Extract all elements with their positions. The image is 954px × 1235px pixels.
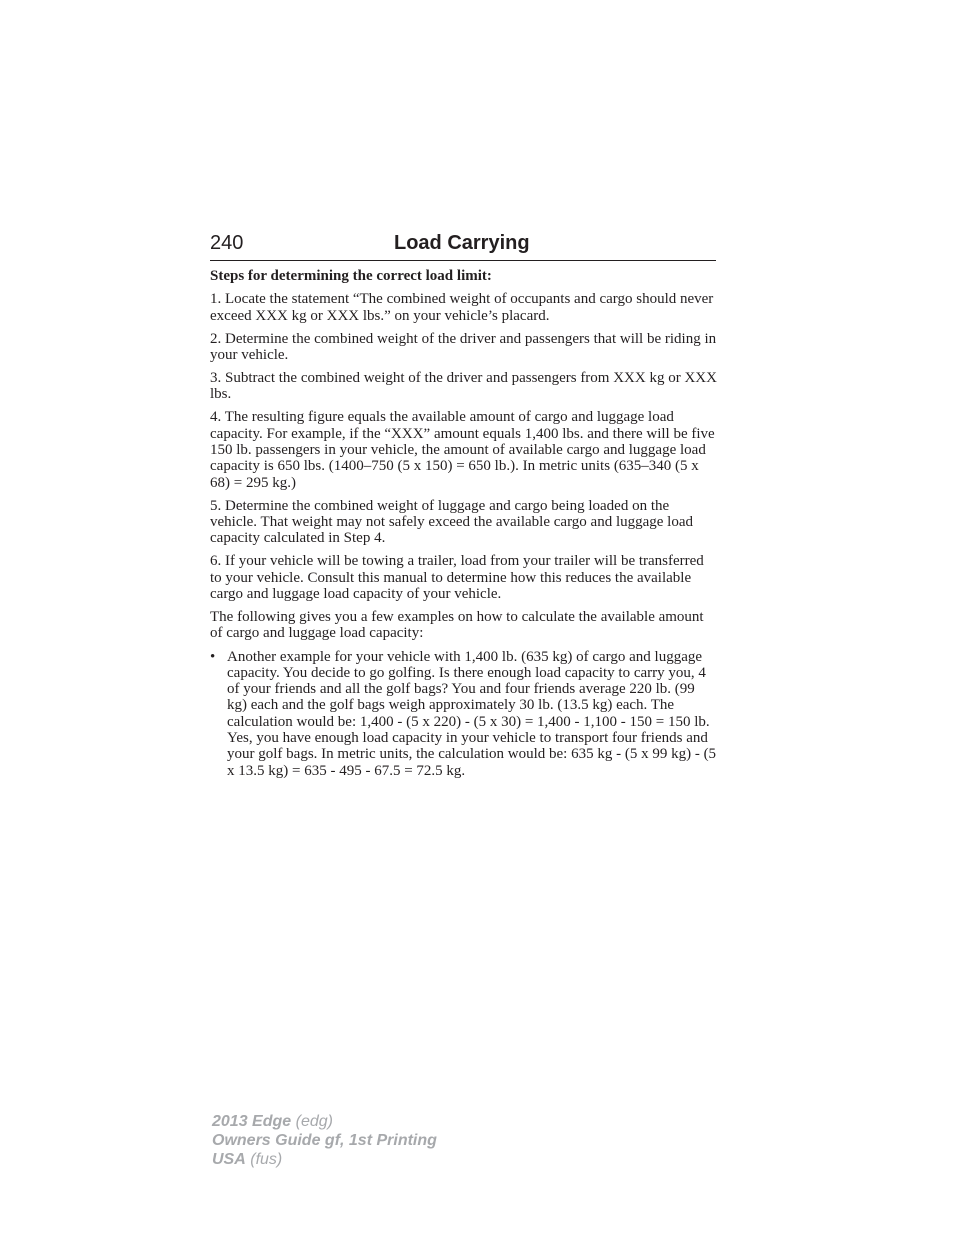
bullet-item-golf-example xyxy=(210,649,718,779)
step-3: 3. Subtract the combined weight of the driver and passengers from XXX kg or XXX lbs. xyxy=(210,370,717,403)
page-number: 240 xyxy=(210,232,244,254)
bullet-icon: • xyxy=(210,648,216,665)
footer-guide-line xyxy=(212,1131,437,1150)
step-2: 2. Determine the combined weight of the driver and passengers that will be riding in your vehicle. xyxy=(210,330,717,363)
step-1: 1. Locate the statement “The combined weight of occupants and cargo should never exceed XXX kg or XXX lbs.” on your vehicle’s placard. xyxy=(210,291,714,324)
footer-guide: Owners Guide gf, 1st Printing xyxy=(212,1132,437,1149)
footer-model-line xyxy=(212,1112,437,1131)
examples-intro: The following gives you a few examples on how to calculate the available amount of cargo and luggage load capacity: xyxy=(210,609,704,642)
step-6: 6. If your vehicle will be towing a trailer, load from your trailer will be transferred to your vehicle. Consult this manual to determine how this reduces the available cargo and luggage load capacity of your vehicle. xyxy=(210,553,704,603)
page-header xyxy=(210,229,716,261)
page-content xyxy=(210,268,718,779)
footer-model: 2013 Edge xyxy=(212,1113,292,1130)
bullet-text: Another example for your vehicle with 1,400 lb. (635 kg) of cargo and luggage capacity. You decide to go golfing. Is there enough load capacity to carry you, 4 of your friends and all the golf bags? You and four friends average 220 lb. (99 kg) each and the golf bags weigh approximately 30 lb. (13.5 kg) each. The calculation would be: 1,400 - (5 x 220) - (5 x 30) = 1,400 - 1,100 - 150 = 150 lb. Yes, you have enough load capacity in your vehicle to transport four friends and your golf bags. In metric units, the calculation would be: 635 kg - (5 x 99 kg) - (5 x 13.5 kg) = 635 - 495 - 67.5 = 72.5 kg. xyxy=(227,648,717,779)
footer-model-code: (edg) xyxy=(295,1113,333,1130)
steps-subheading: Steps for determining the correct load limit: xyxy=(210,268,492,284)
footer-market-line xyxy=(212,1150,437,1169)
step-4: 4. The resulting figure equals the available amount of cargo and luggage load capacity. For example, if the “XXX” amount equals 1,400 lbs. and there will be five 150 lb. passengers in your vehicle, the amount of available cargo and luggage load capacity is 650 lbs. (1400–750 (5 x 150) = 650 lb.). In metric units (635–340 (5 x 68) = 295 kg.) xyxy=(210,409,715,491)
step-5: 5. Determine the combined weight of luggage and cargo being loaded on the vehicle. That weight may not safely exceed the available cargo and luggage load capacity calculated in Step 4. xyxy=(210,497,694,547)
page-footer xyxy=(212,1112,437,1169)
section-title: Load Carrying xyxy=(394,232,530,254)
footer-market: USA xyxy=(212,1151,246,1168)
footer-market-code: (fus) xyxy=(250,1151,283,1168)
